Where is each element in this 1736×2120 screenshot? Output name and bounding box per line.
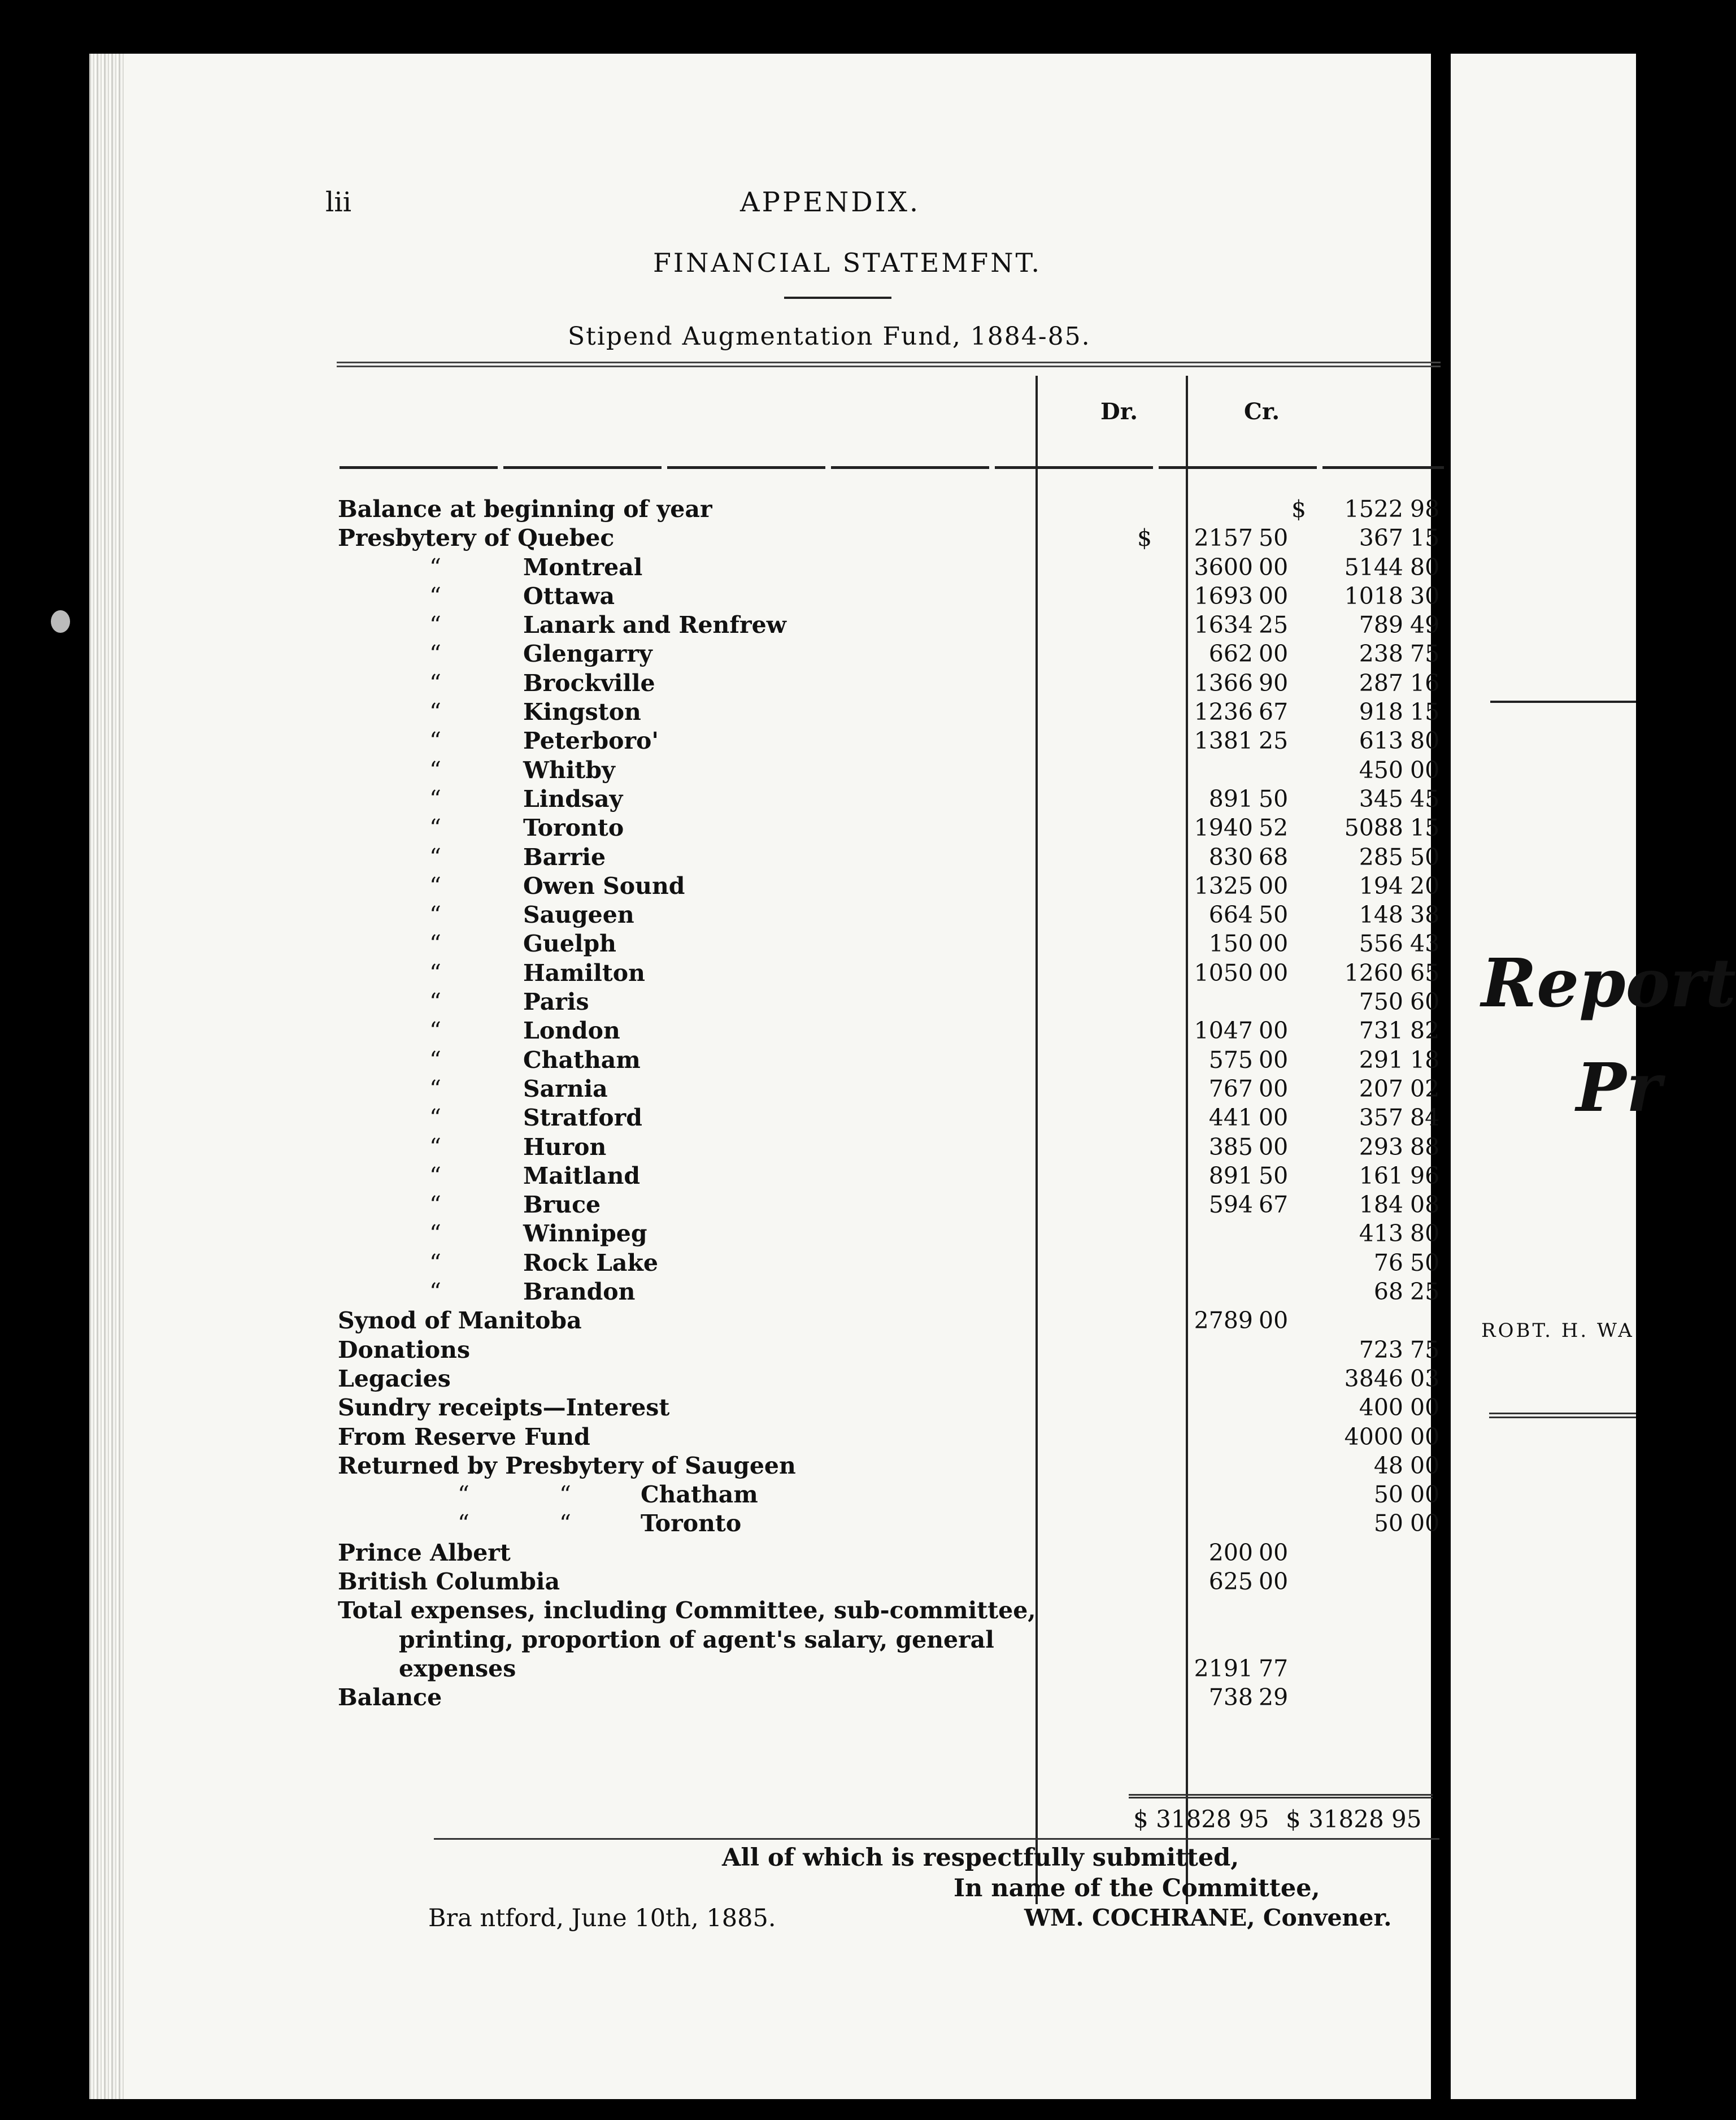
ditto-mark: “	[429, 1046, 441, 1074]
cr-dollars: 413	[1359, 1220, 1403, 1248]
row-label: British Columbia	[338, 1567, 560, 1595]
dr-dollars: 2157	[1194, 524, 1253, 552]
ledger-row	[338, 668, 1445, 697]
cr-dollars: 285	[1359, 843, 1403, 871]
cr-cents: 00	[1410, 1423, 1440, 1450]
cr-dollars: 184	[1359, 1191, 1403, 1219]
facing-page-subheading: Pr	[1576, 1048, 1661, 1127]
dr-cents: 50	[1259, 901, 1289, 929]
dr-dollars: 625	[1208, 1567, 1253, 1595]
row-label: Sundry receipts—Interest	[338, 1394, 670, 1422]
dr-dollars: 3600	[1194, 553, 1253, 581]
row-label: Chatham	[523, 1046, 641, 1074]
ledger-row	[338, 610, 1445, 639]
cr-cents: 50	[1410, 1249, 1440, 1276]
dr-cents: 50	[1259, 1162, 1289, 1189]
page-edge	[89, 54, 124, 2099]
cr-cents: 80	[1410, 727, 1440, 755]
dr-dollars: 594	[1208, 1191, 1253, 1219]
row-label: Owen Sound	[523, 872, 685, 900]
cr-dollars: 357	[1359, 1104, 1403, 1132]
cr-cents: 80	[1410, 1220, 1440, 1248]
ledger-row	[338, 1596, 1445, 1624]
ledger-row	[338, 1625, 1445, 1654]
cr-dollars: 5144	[1344, 553, 1403, 581]
row-label: Lanark and Renfrew	[523, 611, 786, 639]
ledger-row	[338, 1248, 1445, 1277]
ledger-row	[338, 1567, 1445, 1596]
dr-dollars: 664	[1208, 901, 1253, 929]
row-label: Rock Lake	[523, 1249, 658, 1276]
ledger-row	[338, 553, 1445, 581]
ledger-row	[338, 1161, 1445, 1190]
row-label: printing, proportion of agent's salary, general	[399, 1626, 994, 1653]
dr-cents: 00	[1259, 1133, 1289, 1161]
row-label: Bruce	[523, 1191, 601, 1219]
cr-cents: 00	[1410, 1394, 1440, 1422]
dr-cents: 25	[1259, 727, 1289, 755]
ledger-row	[338, 1306, 1445, 1335]
cr-cents: 00	[1410, 1452, 1440, 1479]
row-label: Whitby	[523, 756, 615, 784]
cr-dollars: 50	[1373, 1510, 1403, 1537]
dr-cents: 29	[1259, 1684, 1289, 1711]
row-label: Chatham	[641, 1481, 758, 1509]
dr-cents: 00	[1259, 582, 1289, 610]
dr-dollars: 891	[1208, 785, 1253, 813]
ditto-mark: “	[429, 959, 441, 987]
dr-cents: 00	[1259, 1046, 1289, 1074]
dr-dollars: 830	[1208, 843, 1253, 871]
ledger-row	[338, 1277, 1445, 1306]
ditto-mark: “	[429, 872, 441, 900]
row-label: Stratford	[523, 1104, 642, 1132]
cr-dollars: 161	[1359, 1162, 1403, 1189]
title-rule	[784, 297, 891, 299]
cr-dollars: 789	[1359, 611, 1403, 639]
top-double-rule	[337, 362, 1441, 367]
cr-cents: 30	[1410, 582, 1440, 610]
dr-dollars: 441	[1208, 1104, 1253, 1132]
cr-dollars: 1018	[1344, 582, 1403, 610]
row-label: Toronto	[523, 814, 624, 842]
dr-cents: 50	[1259, 524, 1289, 552]
row-label: Returned by Presbytery of Saugeen	[338, 1452, 796, 1479]
row-label: Brockville	[523, 669, 655, 697]
cr-dollars: 48	[1373, 1452, 1403, 1479]
dr-dollars: 1325	[1194, 872, 1253, 900]
scan-speck	[51, 610, 70, 633]
row-label: Barrie	[523, 843, 606, 871]
row-label: Guelph	[523, 930, 616, 958]
ditto-mark: “	[429, 785, 441, 813]
dr-dollars: 1693	[1194, 582, 1253, 610]
cr-cents: 88	[1410, 1133, 1440, 1161]
cr-dollars: 68	[1373, 1278, 1403, 1306]
ditto-mark: “	[429, 698, 441, 726]
place-date: Bra ntford, June 10th, 1885.	[428, 1904, 776, 1932]
ledger-row	[338, 581, 1445, 610]
statement-title: FINANCIAL STATEMFNT.	[653, 247, 1042, 278]
ledger-row	[338, 726, 1445, 755]
cr-cents: 00	[1410, 1481, 1440, 1509]
row-label: Toronto	[641, 1510, 742, 1537]
ledger-row	[338, 871, 1445, 900]
ditto-mark: “	[429, 1278, 441, 1306]
cr-dollars: 1260	[1344, 959, 1403, 987]
cr-cents: 84	[1410, 1104, 1440, 1132]
ledger-row	[338, 1335, 1445, 1364]
cr-dollars: 5088	[1344, 814, 1403, 842]
dr-cents: 00	[1259, 553, 1289, 581]
cr-dollars: 50	[1373, 1481, 1403, 1509]
ditto-mark: “	[429, 814, 441, 842]
ditto-mark: “	[458, 1510, 469, 1537]
cr-dollars: 3846	[1344, 1365, 1403, 1392]
dr-cents: 00	[1259, 1017, 1289, 1045]
ditto-mark: “	[429, 1220, 441, 1248]
cr-dollars: 4000	[1344, 1423, 1403, 1450]
dr-dollars: 2191	[1194, 1654, 1253, 1682]
cr-dollars: 345	[1359, 785, 1403, 813]
cr-dollars: 556	[1359, 930, 1403, 958]
fund-title-text: Stipend Augmentation Fund, 1884-85.	[568, 322, 1091, 351]
row-label: Lindsay	[523, 785, 623, 813]
dr-cents: 50	[1259, 785, 1289, 813]
cr-cents: 43	[1410, 930, 1440, 958]
dr-dollars: 2789	[1194, 1307, 1253, 1335]
ditto-mark: “	[559, 1510, 571, 1537]
ditto-mark: “	[429, 611, 441, 639]
dr-cents: 00	[1259, 959, 1289, 987]
dr-column-header: Dr.	[1100, 398, 1138, 425]
row-label: Maitland	[523, 1162, 641, 1189]
cr-cents: 02	[1410, 1075, 1440, 1102]
ledger-table	[338, 494, 1445, 1711]
cr-total: $ 31828 95	[1286, 1805, 1422, 1833]
facing-page-rule	[1490, 701, 1636, 703]
cr-dollars: 918	[1359, 698, 1403, 726]
ledger-row	[338, 523, 1445, 552]
ditto-mark: “	[429, 1249, 441, 1276]
cr-cents: 08	[1410, 1191, 1440, 1219]
cr-dollars: 207	[1359, 1075, 1403, 1102]
row-label: expenses	[399, 1654, 516, 1682]
ditto-mark: “	[429, 1162, 441, 1189]
header-rule	[340, 466, 1444, 469]
dr-cents: 00	[1259, 1075, 1289, 1102]
cr-dollar-sign: $	[1291, 496, 1307, 523]
bottom-rule	[434, 1838, 1439, 1840]
ditto-mark: “	[429, 1133, 441, 1161]
dr-dollars: 891	[1208, 1162, 1253, 1189]
row-label: Synod of Manitoba	[338, 1307, 582, 1335]
ledger-row	[338, 1422, 1445, 1451]
ledger-row	[338, 958, 1445, 987]
dr-dollars: 1050	[1194, 959, 1253, 987]
ledger-row	[338, 929, 1445, 958]
cr-cents: 49	[1410, 611, 1440, 639]
dr-cents: 67	[1259, 1191, 1289, 1219]
cr-cents: 75	[1410, 640, 1440, 668]
book-page	[89, 54, 1440, 2099]
ledger-row	[338, 1364, 1445, 1393]
cr-dollars: 291	[1359, 1046, 1403, 1074]
ditto-mark: “	[429, 1104, 441, 1132]
page-number: lii	[325, 186, 352, 218]
cr-cents: 96	[1410, 1162, 1440, 1189]
dr-cents: 90	[1259, 669, 1289, 697]
dr-dollars: 738	[1208, 1684, 1253, 1711]
dr-cents: 00	[1259, 640, 1289, 668]
cr-cents: 98	[1410, 496, 1440, 523]
ledger-row	[338, 1654, 1445, 1683]
dr-total-rule	[1129, 1794, 1281, 1798]
dr-cents: 67	[1259, 698, 1289, 726]
cr-dollars: 287	[1359, 669, 1403, 697]
ledger-row	[338, 1074, 1445, 1103]
ledger-row	[338, 1132, 1445, 1161]
fund-title	[568, 322, 1091, 351]
dr-dollars: 1047	[1194, 1017, 1253, 1045]
ledger-row	[338, 1045, 1445, 1074]
row-label: Legacies	[338, 1365, 451, 1392]
cr-cents: 45	[1410, 785, 1440, 813]
dr-cents: 00	[1259, 872, 1289, 900]
cr-cents: 16	[1410, 669, 1440, 697]
cr-cents: 15	[1410, 524, 1440, 552]
row-label: Total expenses, including Committee, sub-committee,	[338, 1597, 1036, 1624]
cr-cents: 75	[1410, 1336, 1440, 1363]
cr-cents: 18	[1410, 1046, 1440, 1074]
row-label: Peterboro'	[523, 727, 659, 755]
dr-dollars: 385	[1208, 1133, 1253, 1161]
cr-cents: 15	[1410, 814, 1440, 842]
ditto-mark: “	[429, 1191, 441, 1219]
ledger-row	[338, 639, 1445, 668]
ditto-mark: “	[429, 756, 441, 784]
cr-cents: 38	[1410, 901, 1440, 929]
submitted-line: All of which is respectfully submitted,	[722, 1844, 1239, 1872]
cr-cents: 15	[1410, 698, 1440, 726]
dr-dollars: 1940	[1194, 814, 1253, 842]
ditto-mark: “	[429, 553, 441, 581]
ditto-mark: “	[429, 582, 441, 610]
cr-total-rule	[1279, 1794, 1433, 1798]
dr-dollars: 1366	[1194, 669, 1253, 697]
row-label: Hamilton	[523, 959, 645, 987]
cr-cents: 03	[1410, 1365, 1440, 1392]
cr-cents: 00	[1410, 756, 1440, 784]
signature: WM. COCHRANE, Convener.	[1024, 1904, 1392, 1931]
ledger-row	[338, 1103, 1445, 1132]
row-label: Glengarry	[523, 640, 652, 668]
row-label: Saugeen	[523, 901, 634, 929]
ledger-row	[338, 900, 1445, 929]
row-label: Kingston	[523, 698, 641, 726]
dr-cents: 00	[1259, 1104, 1289, 1132]
ledger-row	[338, 1683, 1445, 1711]
facing-page	[1451, 54, 1736, 2099]
row-label: From Reserve Fund	[338, 1423, 590, 1450]
ledger-row	[338, 1016, 1445, 1045]
ledger-row	[338, 842, 1445, 871]
row-label: Paris	[523, 988, 589, 1016]
ledger-row	[338, 813, 1445, 842]
ditto-mark: “	[429, 901, 441, 929]
cr-dollars: 1522	[1344, 496, 1403, 523]
cr-dollars: 148	[1359, 901, 1403, 929]
ledger-row	[338, 697, 1445, 726]
ledger-row	[338, 1190, 1445, 1219]
dr-cents: 00	[1259, 1567, 1289, 1595]
row-label: Brandon	[523, 1278, 636, 1306]
dr-dollar-sign: $	[1137, 524, 1152, 552]
row-label: Ottawa	[523, 582, 615, 610]
ditto-mark: “	[429, 1075, 441, 1102]
appendix-heading: APPENDIX.	[740, 186, 921, 218]
ledger-row	[338, 494, 1445, 523]
dr-dollars: 150	[1208, 930, 1253, 958]
committee-line: In name of the Committee,	[954, 1874, 1320, 1902]
dr-cents: 00	[1259, 1307, 1289, 1335]
ledger-row	[338, 755, 1445, 784]
dr-dollars: 767	[1208, 1075, 1253, 1102]
row-label: London	[523, 1017, 620, 1045]
ditto-mark: “	[429, 843, 441, 871]
cr-dollars: 238	[1359, 640, 1403, 668]
cr-cents: 50	[1410, 843, 1440, 871]
ledger-row	[338, 784, 1445, 813]
cr-dollars: 450	[1359, 756, 1403, 784]
ledger-row	[338, 1393, 1445, 1422]
ledger-row	[338, 1480, 1445, 1509]
cr-dollars: 76	[1373, 1249, 1403, 1276]
cr-dollars: 293	[1359, 1133, 1403, 1161]
dr-dollars: 200	[1208, 1539, 1253, 1566]
cr-dollars: 750	[1359, 988, 1403, 1016]
row-label: Donations	[338, 1336, 471, 1363]
ledger-row	[338, 1538, 1445, 1567]
row-label: Montreal	[523, 553, 643, 581]
cr-cents: 65	[1410, 959, 1440, 987]
cr-cents: 80	[1410, 553, 1440, 581]
dr-dollars: 1381	[1194, 727, 1253, 755]
ditto-mark: “	[458, 1481, 469, 1509]
cr-column-header: Cr.	[1244, 398, 1280, 425]
dr-dollars: 662	[1208, 640, 1253, 668]
dr-cents: 00	[1259, 1539, 1289, 1566]
cr-cents: 82	[1410, 1017, 1440, 1045]
ledger-row	[338, 1219, 1445, 1248]
ditto-mark: “	[429, 727, 441, 755]
ledger-row	[338, 1451, 1445, 1480]
cr-dollars: 723	[1359, 1336, 1403, 1363]
dr-cents: 52	[1259, 814, 1289, 842]
cr-cents: 00	[1410, 1510, 1440, 1537]
cr-dollars: 613	[1359, 727, 1403, 755]
dr-dollars: 1236	[1194, 698, 1253, 726]
row-label: Sarnia	[523, 1075, 608, 1102]
dr-cents: 00	[1259, 930, 1289, 958]
row-label: Balance at beginning of year	[338, 496, 712, 523]
facing-page-author: ROBT. H. WA	[1481, 1319, 1634, 1342]
facing-page-double-rule	[1489, 1413, 1636, 1418]
ledger-row	[338, 987, 1445, 1016]
cr-cents: 60	[1410, 988, 1440, 1016]
cr-cents: 25	[1410, 1278, 1440, 1306]
ditto-mark: “	[429, 930, 441, 958]
cr-dollars: 400	[1359, 1394, 1403, 1422]
row-label: Balance	[338, 1684, 442, 1711]
cr-dollars: 194	[1359, 872, 1403, 900]
ditto-mark: “	[429, 1017, 441, 1045]
ditto-mark: “	[429, 640, 441, 668]
ledger-row	[338, 1509, 1445, 1537]
facing-page-report-heading: Report	[1481, 944, 1736, 1022]
dr-cents: 68	[1259, 843, 1289, 871]
row-label: Huron	[523, 1133, 607, 1161]
row-label: Presbytery of Quebec	[338, 524, 615, 552]
dr-cents: 25	[1259, 611, 1289, 639]
cr-dollars: 367	[1359, 524, 1403, 552]
dr-total: $ 31828 95	[1133, 1805, 1269, 1833]
ditto-mark: “	[429, 669, 441, 697]
cr-dollars: 731	[1359, 1017, 1403, 1045]
row-label: Prince Albert	[338, 1539, 511, 1566]
dr-dollars: 575	[1208, 1046, 1253, 1074]
dr-dollars: 1634	[1194, 611, 1253, 639]
dr-cents: 77	[1259, 1654, 1289, 1682]
ditto-mark: “	[429, 988, 441, 1016]
cr-cents: 20	[1410, 872, 1440, 900]
ditto-mark: “	[559, 1481, 571, 1509]
row-label: Winnipeg	[523, 1220, 647, 1248]
